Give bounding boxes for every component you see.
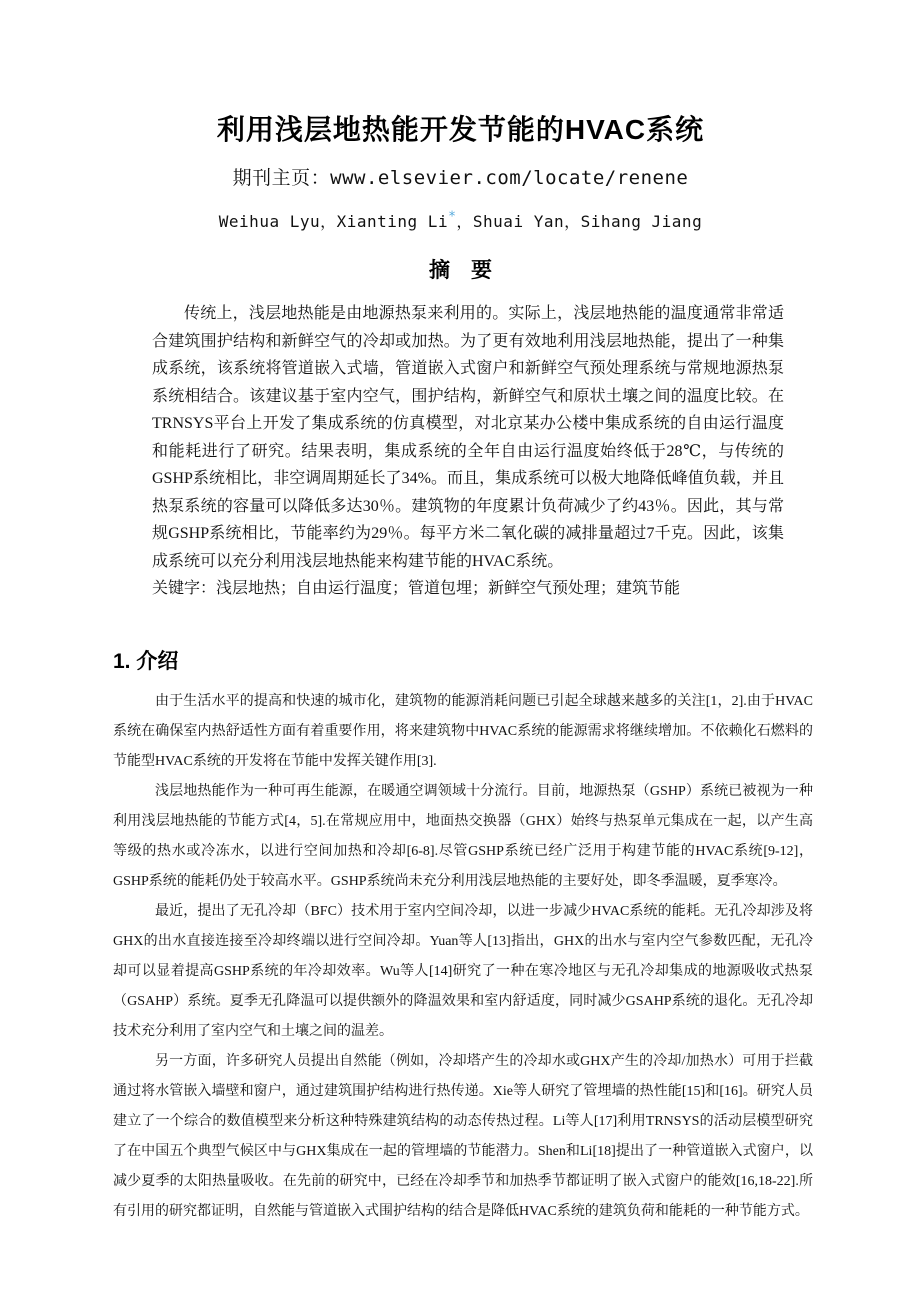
journal-homepage-label: 期刊主页： <box>232 167 331 189</box>
intro-paragraph-3: 最近，提出了无孔冷却（BFC）技术用于室内空间冷却，以进一步减少HVAC系统的能耗。无孔冷却涉及将GHX的出水直接连接至冷却终端以进行空间冷却。Yuan等人[13]指出，GHX的出水与室内空气参数匹配，无孔冷却可以显着提高GSHP系统的年冷却效率。Wu等人[14]研究了一种在寒冷地区与无孔冷却集成的地源吸收式热泵（GSAHP）系统。夏季无孔降温可以提供额外的降温效果和室内舒适度，同时减少GSAHP系统的退化。无孔冷却技术充分利用了室内空气和土壤之间的温差。 <box>113 903 813 1039</box>
authors-line <box>0 209 921 232</box>
abstract-paragraph: 传统上，浅层地热能是由地源热泵来利用的。实际上，浅层地热能的温度通常非常适合建筑围护结构和新鲜空气的冷却或加热。为了更有效地利用浅层地热能，提出了一种集成系统，该系统将管道嵌入式墙，管道嵌入式窗户和新鲜空气预处理系统与常规地源热泵系统相结合。该建议基于室内空气，围护结构，新鲜空气和原状土壤之间的温度比较。在TRNSYS平台上开发了集成系统的仿真模型，对北京某办公楼中集成系统的自由运行温度和能耗进行了研究。结果表明，集成系统的全年自由运行温度始终低于28℃，与传统的GSHP系统相比，非空调周期延长了34%。而且，集成系统可以极大地降低峰值负载，并且热泵系统的容量可以降低多达30％。建筑物的年度累计负荷减少了约43％。因此，其与常规GSHP系统相比，节能率约为29％。每平方米二氧化碳的减排量超过7千克。因此，该集成系统可以充分利用浅层地热能来构建节能的HVAC系统。 <box>152 305 784 570</box>
intro-paragraph-2: 浅层地热能作为一种可再生能源，在暖通空调领域十分流行。目前，地源热泵（GSHP）系统已被视为一种利用浅层地热能的节能方式[4，5].在常规应用中，地面热交换器（GHX）始终与热泵单元集成在一起，以产生高等级的热水或冷冻水，以进行空间加热和冷却[6-8].尽管GSHP系统已经广泛用于构建节能的HVAC系统[9-12]，GSHP系统的能耗仍处于较高水平。GSHP系统尚未充分利用浅层地热能的主要好处，即冬季温暖，夏季寒冷。 <box>113 783 813 889</box>
keywords-line: 关键字：浅层地热；自由运行温度；管道包埋；新鲜空气预处理；建筑节能 <box>152 580 681 597</box>
corresponding-author-asterisk: * <box>448 209 457 225</box>
authors-first-part: Weihua Lyu，Xianting Li <box>218 212 449 231</box>
paper-title: 利用浅层地热能开发节能的HVAC系统 <box>216 114 705 145</box>
journal-homepage-line <box>0 163 921 190</box>
abstract-heading: 摘 要 <box>429 259 492 282</box>
section-heading-introduction: 1. 介绍 <box>113 649 179 673</box>
abstract-section <box>152 300 784 603</box>
journal-homepage-url: www.elsevier.com/locate/renene <box>330 167 689 189</box>
intro-paragraph-4: 另一方面，许多研究人员提出自然能（例如，冷却塔产生的冷却水或GHX产生的冷却/加热水）可用于拦截通过将水管嵌入墙壁和窗户，通过建筑围护结构进行热传递。Xie等人研究了管埋墙的热性能[15]和[16]。研究人员建立了一个综合的数值模型来分析这种特殊建筑结构的动态传热过程。Li等人[17]利用TRNSYS的活动层模型研究了在中国五个典型气候区中与GHX集成在一起的管埋墙的节能潜力。Shen和Li[18]提出了一种管道嵌入式窗户，以减少夏季的太阳热量吸收。在先前的研究中，已经在冷却季节和加热季节都证明了嵌入式窗户的能效[16,18-22].所有引用的研究都证明，自然能与管道嵌入式围护结构的结合是降低HVAC系统的建筑负荷和能耗的一种节能方式。 <box>113 1053 813 1219</box>
intro-paragraph-1: 由于生活水平的提高和快速的城市化，建筑物的能源消耗问题已引起全球越来越多的关注[1，2].由于HVAC系统在确保室内热舒适性方面有着重要作用，将来建筑物中HVAC系统的能源需求将继续增加。不依赖化石燃料的节能型HVAC系统的开发将在节能中发挥关键作用[3]. <box>113 693 813 769</box>
introduction-section <box>113 687 813 1227</box>
authors-second-part: ，Shuai Yan，Sihang Jiang <box>456 212 703 231</box>
